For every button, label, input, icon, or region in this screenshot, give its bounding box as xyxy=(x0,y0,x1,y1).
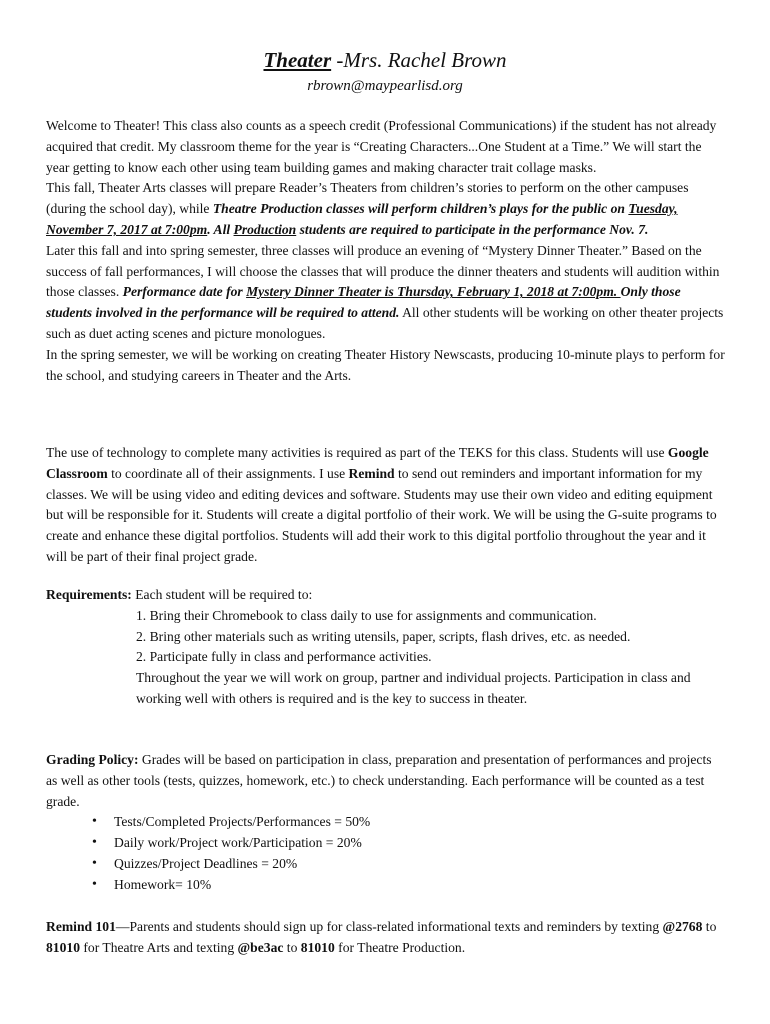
google-classroom-label: Google Classroom xyxy=(46,445,709,481)
list-item: • Quizzes/Project Deadlines = 20% xyxy=(114,854,726,875)
welcome-paragraph: Welcome to Theater! This class also counts as a speech credit (Professional Communications) if the student has not already acquired that credit. My classroom theme for the year is “Creating Characters...One Student at a Time.” We will start the year getting to know each other using team building games and making character trait collage masks. xyxy=(46,118,717,175)
fall-emphasis-sep: . All xyxy=(207,221,234,237)
list-item: • Tests/Completed Projects/Performances = 50% xyxy=(114,812,726,833)
grading-paragraph xyxy=(46,750,726,812)
spring-other-students: All other students will be working on other theater projects such as duet acting scenes and picture monologues. xyxy=(46,305,724,341)
remind-text-e: for Theatre Production. xyxy=(334,939,466,955)
remind-number-production: 81010 xyxy=(300,939,335,955)
requirements-section xyxy=(46,585,726,710)
remind-text-b: to xyxy=(702,919,717,934)
requirements-closing: Throughout the year we will work on group, partner and individual projects. Participation in class and working well with others is required and is the key to success in theater. xyxy=(136,670,691,706)
remind-label: Remind xyxy=(348,465,395,481)
title-subject: Theater xyxy=(263,48,332,72)
list-item: 2. Bring other materials such as writing utensils, paper, scripts, flash drives, etc. as needed. xyxy=(136,628,631,644)
list-item: • Daily work/Project work/Participation = 20% xyxy=(114,833,726,854)
page-title xyxy=(0,47,770,73)
grading-label: Grading Policy: xyxy=(46,752,139,767)
spring-requirement: Only those students involved in the performance will be required to attend. xyxy=(46,284,681,321)
requirements-label: Requirements: xyxy=(46,587,132,602)
spring-text: Later this fall and into spring semester, three classes will produce an evening of “Mystery Dinner Theater.” Based on the success of fall performances, I will choose the classes that will produce the dinner theaters and students will audition within those classes. xyxy=(46,242,720,300)
fall-performance-date: Tuesday, November 7, 2017 at 7:00pm xyxy=(46,201,678,237)
spring-paragraph xyxy=(46,241,726,345)
technology-paragraph xyxy=(46,443,726,568)
fall-requirement: students are required to participate in the performance Nov. 7. xyxy=(296,221,649,237)
remind-code-production: @be3ac xyxy=(237,939,284,955)
intro-section xyxy=(46,116,726,386)
grading-list xyxy=(46,812,726,895)
remind-text-c: for Theatre Arts and texting xyxy=(79,939,238,955)
title-teacher: -Mrs. Rachel Brown xyxy=(331,48,507,72)
grading-section xyxy=(46,750,726,896)
list-item: 2. Participate fully in class and performance activities. xyxy=(136,649,432,665)
fall-paragraph xyxy=(46,178,726,240)
remind-number-arts: 81010 xyxy=(46,939,80,955)
grading-text: Grades will be based on participation in class, preparation and presentation of performances and projects as well as other tools (tests, quizzes, homework, etc.) to check understanding. Each performance will be counted as a test grade. xyxy=(46,752,712,809)
remind-paragraph xyxy=(46,917,726,959)
list-item: 1. Bring their Chromebook to class daily to use for assignments and communication. xyxy=(136,607,597,623)
requirements-lead: Each student will be required to: xyxy=(131,587,313,602)
tech-text-a: The use of technology to complete many activities is required as part of the TEKS for this class. Students will use xyxy=(46,445,668,460)
list-item: • Homework= 10% xyxy=(114,875,726,896)
tech-text-b: to coordinate all of their assignments. I use xyxy=(107,465,349,481)
production-word: Production xyxy=(233,221,297,237)
requirements-list xyxy=(136,606,726,710)
spring-performance-date: Mystery Dinner Theater is Thursday, February 1, 2018 at 7:00pm. xyxy=(246,284,621,300)
fall-text: This fall, Theater Arts classes will prepare Reader’s Theaters from children’s stories to perform on the other campuses (during the school day), while xyxy=(46,180,689,217)
remind-section xyxy=(46,917,726,959)
fall-emphasis-text: Theatre Production classes will perform children’s plays for the public on xyxy=(212,201,629,217)
spring-date-lead: Performance date for xyxy=(122,284,247,300)
spring-semester-paragraph: In the spring semester, we will be working on creating Theater History Newscasts, producing 10-minute plays to perform for the school, and studying careers in Theater and the Arts. xyxy=(46,346,725,383)
requirements-heading xyxy=(46,585,726,606)
teacher-email: rbrown@maypearlisd.org xyxy=(307,78,463,94)
technology-section xyxy=(46,443,726,568)
remind-code-arts: @2768 xyxy=(662,919,703,934)
tech-text-c: to send out reminders and important information for my classes. We will be using video and editing devices and software. Students may use their own video and editing equipment but will be responsible for it. Students will create a digital portfolio of their work. We will be using the G-suite programs to create and enhance these digital portfolios. Students will add their work to this digital portfolio throughout the year and it will be part of their final project grade. xyxy=(46,465,717,564)
remind-text-d: to xyxy=(283,939,301,955)
remind-101-label: Remind 101 xyxy=(46,919,116,934)
remind-text-a: —Parents and students should sign up for class-related informational texts and reminders by texting xyxy=(115,919,663,934)
